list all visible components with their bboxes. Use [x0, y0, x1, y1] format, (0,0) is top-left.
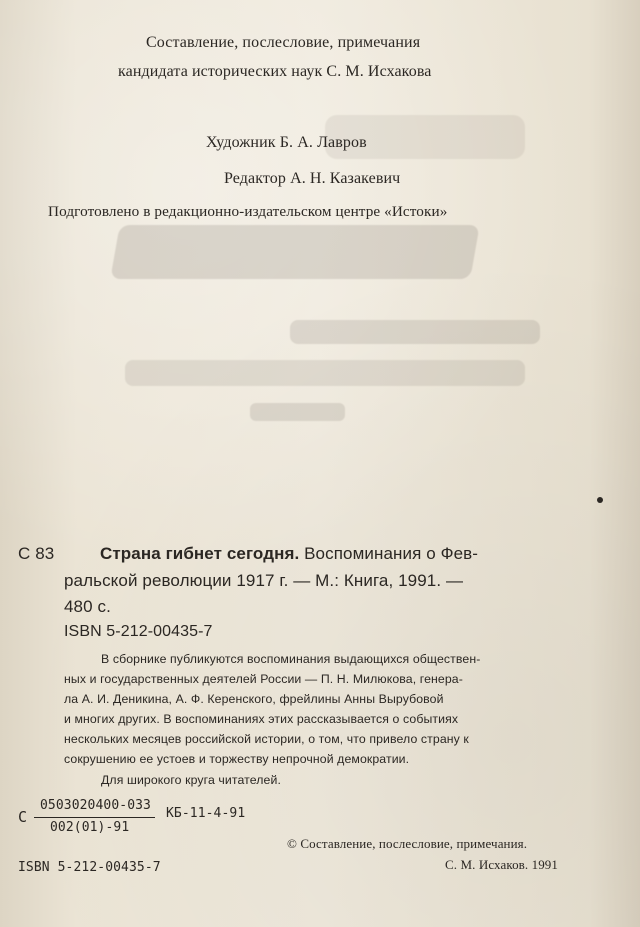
isbn-bottom: ISBN 5-212-00435-7: [18, 860, 161, 875]
show-through-block: [290, 320, 540, 344]
catalog-code: С 83: [18, 544, 55, 563]
catalog-isbn: ISBN 5-212-00435-7: [64, 623, 213, 640]
book-subtitle-start: Воспоминания о Фев-: [299, 544, 479, 563]
bbk-denominator: 002(01)-91: [50, 820, 130, 835]
print-speck: [597, 497, 603, 503]
bbk-letter: С: [18, 808, 28, 826]
copyright-line-1: © Составление, послесловие, примечания.: [287, 836, 528, 851]
catalog-title-line-2: ральской революции 1917 г. — М.: Книга, 1991. —: [64, 571, 464, 590]
abstract-line: и многих других. В воспоминаниях этих рассказывается о событиях: [64, 712, 459, 726]
show-through-block: [125, 360, 525, 386]
compilation-line-2: кандидата исторических наук С. М. Исхакова: [118, 63, 432, 80]
compilation-line-1: Составление, послесловие, примечания: [146, 34, 421, 51]
book-title: Страна гибнет сегодня.: [100, 544, 300, 563]
bbk-numerator: 0503020400-033: [40, 798, 151, 813]
abstract-line: В сборнике публикуются воспоминания выдающихся обществен-: [101, 652, 481, 666]
show-through-block: [110, 225, 480, 279]
copyright-line-2: С. М. Исхаков. 1991: [445, 857, 559, 872]
abstract-line: нескольких месяцев российской истории, о том, что привело страну к: [64, 732, 469, 746]
kb-code: КБ-11-4-91: [166, 806, 246, 821]
abstract-line: ла А. И. Деникина, А. Ф. Керенского, фрейлины Анны Вырубовой: [64, 692, 444, 706]
artist-credit: Художник Б. А. Лавров: [206, 134, 367, 151]
catalog-title-line-1: [100, 544, 478, 564]
abstract-line: сокрушению ее устоев и торжеству непрочной демократии.: [64, 752, 410, 766]
fraction-bar: [34, 817, 155, 818]
abstract-audience: Для широкого круга читателей.: [101, 773, 281, 787]
catalog-title-line-3: 480 с.: [64, 597, 111, 616]
prepared-by-line: Подготовлено в редакционно-издательском центре «Истоки»: [48, 203, 448, 220]
show-through-block: [250, 403, 345, 421]
editor-credit: Редактор А. Н. Казакевич: [224, 170, 401, 187]
abstract-line: ных и государственных деятелей России — П. Н. Милюкова, генера-: [64, 672, 463, 686]
